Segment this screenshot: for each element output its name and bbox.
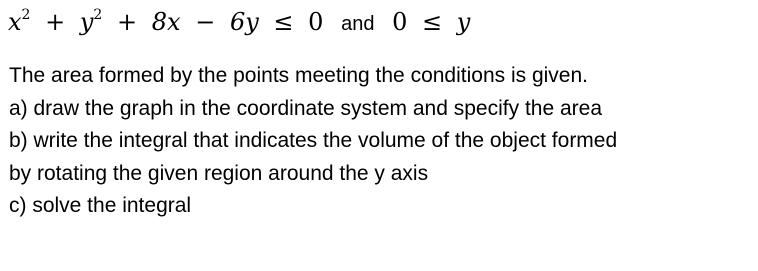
term-8x: 8x bbox=[151, 8, 181, 36]
exponent-x: 2 bbox=[21, 7, 31, 23]
leq-sign-1: ≤ bbox=[273, 8, 294, 36]
term-6y: 6y bbox=[229, 8, 259, 36]
minus-sign: − bbox=[195, 8, 216, 36]
problem-text bbox=[9, 60, 617, 223]
part-b-line-1: b) write the integral that indicates the volume of the object formed bbox=[9, 129, 618, 152]
zero-2: 0 bbox=[392, 8, 408, 36]
part-b-line-2: by rotating the given region around the y axis bbox=[9, 161, 429, 185]
variable-y-last: y bbox=[456, 8, 471, 36]
problem-intro: The area formed by the points meeting the conditions is given. bbox=[9, 64, 588, 87]
leq-sign-2: ≤ bbox=[422, 8, 443, 36]
plus-sign-2: + bbox=[116, 8, 138, 36]
variable-x: x bbox=[8, 8, 22, 36]
variable-y: y bbox=[79, 8, 94, 36]
and-word: and bbox=[341, 13, 375, 35]
condition-expression bbox=[8, 4, 470, 42]
exponent-y: 2 bbox=[93, 7, 103, 23]
part-c: c) solve the integral bbox=[9, 194, 192, 217]
zero-1: 0 bbox=[308, 8, 324, 36]
plus-sign-1: + bbox=[45, 8, 66, 36]
part-a: a) draw the graph in the coordinate system and specify the area bbox=[9, 96, 603, 120]
